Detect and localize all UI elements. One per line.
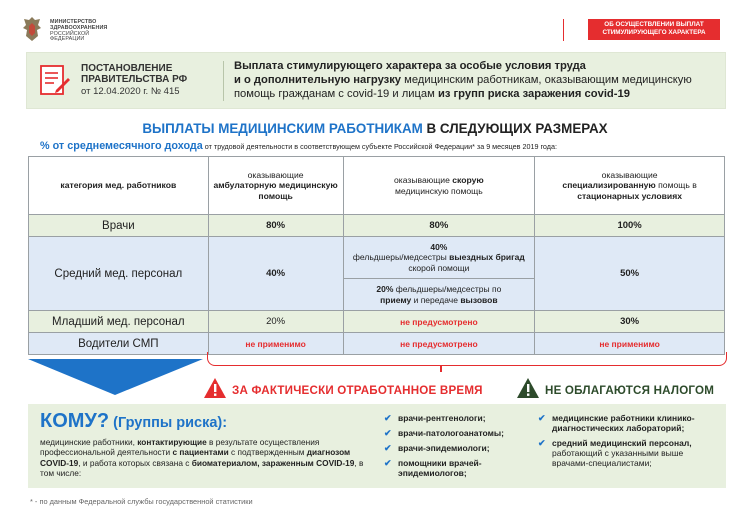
cell-value: не применимо (535, 333, 725, 355)
footnote: * - по данным Федеральной службы государственной статистики (30, 497, 253, 506)
cell-value: 100% (535, 215, 725, 237)
down-arrow-icon (28, 359, 203, 395)
payments-table (28, 156, 725, 355)
payments-heading: ВЫПЛАТЫ МЕДИЦИНСКИМ РАБОТНИКАМ В СЛЕДУЮЩИХ РАЗМЕРАХ (142, 121, 608, 136)
risk-groups-list-doctors (384, 413, 524, 483)
bracket-tick (440, 366, 442, 372)
cell-value: 20% фельдшеры/медсестры по приему и передаче вызовов (343, 279, 535, 311)
list-item: ✔ медицинские работники клинико-диагностических лабораторий; (538, 413, 695, 433)
risk-groups-box (28, 404, 726, 488)
header-inpatient: оказывающие специализированную помощь в стационарных условиях (535, 157, 725, 215)
table-row (29, 237, 725, 279)
decree-box (26, 52, 726, 109)
header-emergency: оказывающие скорую медицинскую помощь (343, 157, 535, 215)
list-item: ✔ врачи-эпидемиологи; (384, 443, 490, 453)
check-icon: ✔ (384, 413, 392, 423)
check-icon: ✔ (538, 438, 546, 448)
cell-value: 50% (535, 237, 725, 311)
risk-groups-list-staff (538, 413, 718, 473)
cell-value: 80% (343, 215, 535, 237)
cell-value: 30% (535, 311, 725, 333)
list-item: ✔ врачи-патологоанатомы; (384, 428, 505, 438)
badge-divider (563, 19, 567, 41)
cell-value: не предусмотрено (343, 333, 535, 355)
ministry-name: МИНИСТЕРСТВО ЗДРАВООХРАНЕНИЯ РОССИЙСКОЙ ФЕДЕРАЦИИ (50, 19, 108, 43)
cell-value: 40% (208, 237, 343, 311)
cell-value: не предусмотрено (343, 311, 535, 333)
topic-badge: ОБ ОСУЩЕСТВЛЕНИИ ВЫПЛАТ СТИМУЛИРУЮЩЕГО ХАРАКТЕРА (588, 19, 720, 40)
risk-groups-title: КОМУ? (Группы риска): (40, 410, 228, 432)
decree-divider (223, 61, 224, 101)
row-label-junior: Младший мед. персонал (29, 311, 209, 333)
table-row (29, 311, 725, 333)
check-icon: ✔ (384, 458, 392, 468)
row-label-middle: Средний мед. персонал (29, 237, 209, 311)
cell-value: 20% (208, 311, 343, 333)
risk-groups-description: медицинские работники, контактирующие в результате осуществления профессиональной деятельности с пациентами с подтвержденным диагнозом COVID-19, и работа которых связана с биоматериалом, зараженным COVID-19, в том числе: (40, 437, 364, 479)
header-ambulatory: оказывающие амбулаторную медицинскую помощь (208, 157, 343, 215)
warning-icon (204, 378, 226, 398)
cell-value: 40% фельдшеры/медсестры выездных бригад скорой помощи (343, 237, 535, 279)
no-tax-note: НЕ ОБЛАГАЮТСЯ НАЛОГОМ (545, 384, 715, 397)
decree-description: Выплата стимулирующего характера за особые условия труда и о дополнительную нагрузку медицинским работникам, оказывающим медицинскую помощь гражданам с covid-19 и лицам из групп риска заражения covid-19 (234, 60, 692, 100)
check-icon: ✔ (384, 443, 392, 453)
decree-reference: ПОСТАНОВЛЕНИЕ ПРАВИТЕЛЬСТВА РФ от 12.04.2020 г. № 415 (81, 63, 188, 97)
ministry-logo (21, 14, 121, 44)
list-item: ✔ врачи-рентгенологи; (384, 413, 486, 423)
warning-icon (517, 378, 539, 398)
header-category: категория мед. работников (29, 157, 209, 215)
worked-time-note: ЗА ФАКТИЧЕСКИ ОТРАБОТАННОЕ ВРЕМЯ (232, 384, 483, 397)
bracket-line (207, 352, 727, 366)
row-label-doctors: Врачи (29, 215, 209, 237)
cell-value: не применимо (208, 333, 343, 355)
coat-of-arms-icon (21, 14, 43, 44)
cell-value: 80% (208, 215, 343, 237)
document-icon (39, 64, 71, 98)
payments-subheading: % от среднемесячного дохода от трудовой деятельности в соответствующем субъекте Российской Федерации* за 9 месяцев 2019 года: (40, 140, 557, 152)
check-icon: ✔ (384, 428, 392, 438)
list-item: ✔ помощники врачей-эпидемиологов; (384, 458, 482, 478)
table-header-row (29, 157, 725, 215)
row-label-drivers: Водители СМП (29, 333, 209, 355)
list-item: ✔ средний медицинский персонал, работающий с указанными выше врачами-специалистами; (538, 438, 692, 468)
table-row (29, 215, 725, 237)
check-icon: ✔ (538, 413, 546, 423)
